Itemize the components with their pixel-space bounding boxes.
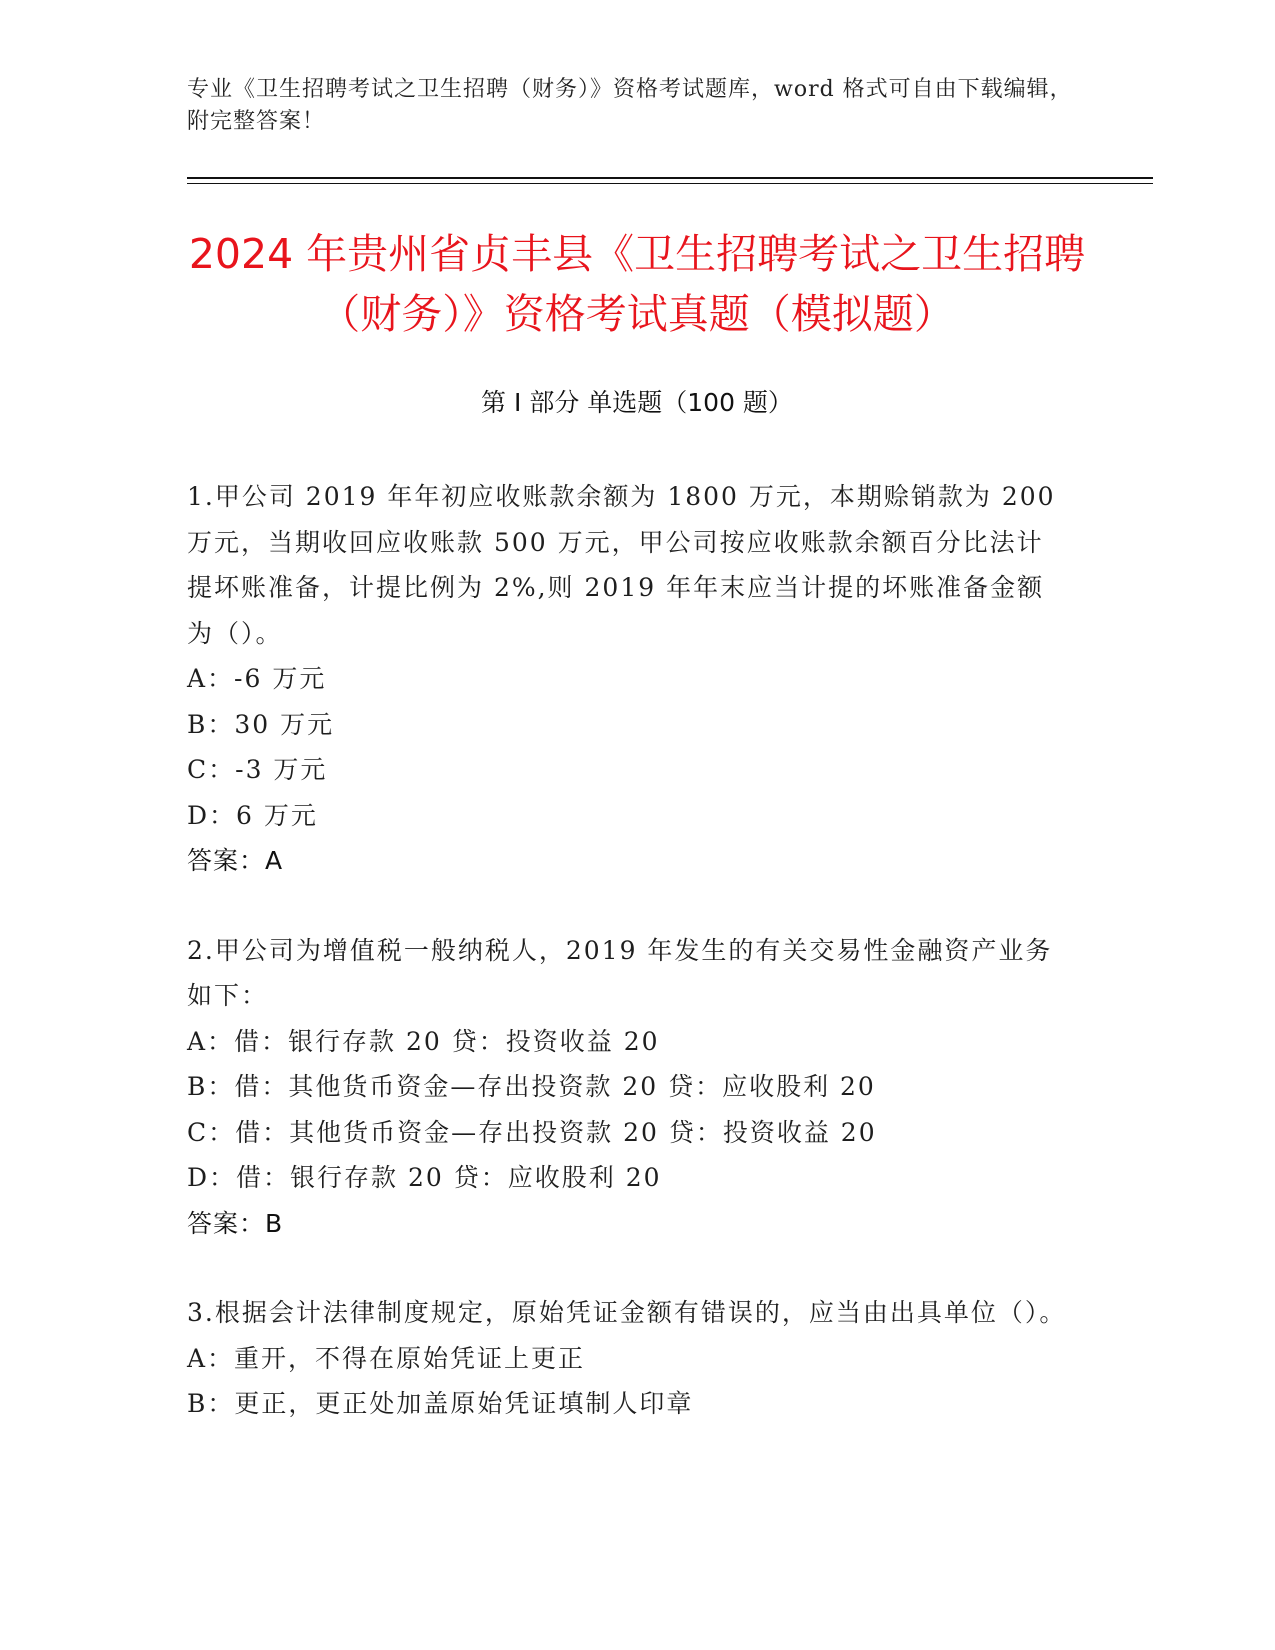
option-d: D：借：银行存款 20 贷：应收股利 20 bbox=[187, 1163, 662, 1192]
question-stem: 2.甲公司为增值税一般纳税人，2019 年发生的有关交易性金融资产业务如下： bbox=[187, 935, 1053, 1010]
header-note: 专业《卫生招聘考试之卫生招聘（财务）》资格考试题库，word 格式可自由下载编辑，附完整答案！ bbox=[187, 77, 1073, 134]
option-a: A：-6 万元 bbox=[187, 664, 327, 693]
question-3 bbox=[187, 1290, 1067, 1427]
option-c: C：借：其他货币资金—存出投资款 20 贷：投资收益 20 bbox=[187, 1117, 877, 1147]
header-divider-thick bbox=[187, 177, 1153, 179]
question-2 bbox=[187, 928, 1067, 1247]
question-stem: 1.甲公司 2019 年年初应收账款余额为 1800 万元，本期赊销款为 200 万元，当期收回应收账款 500 万元，甲公司按应收账款余额百分比法计提坏账准备，计提比例为 2%,则 2019 年年末应当计提的坏账准备金额为（）。 bbox=[187, 482, 1056, 648]
document-title: 2024 年贵州省贞丰县《卫生招聘考试之卫生招聘（财务）》资格考试真题（模拟题） bbox=[188, 230, 1086, 338]
option-c: C：-3 万元 bbox=[187, 755, 328, 784]
section-heading: 第 I 部分 单选题（100 题） bbox=[481, 388, 793, 417]
option-b: B：借：其他货币资金—存出投资款 20 贷：应收股利 20 bbox=[187, 1072, 876, 1101]
option-b: B：30 万元 bbox=[187, 709, 335, 739]
header-divider-thin bbox=[187, 183, 1153, 184]
option-a: A：借：银行存款 20 贷：投资收益 20 bbox=[187, 1026, 660, 1056]
option-d: D：6 万元 bbox=[187, 800, 318, 830]
answer: 答案：B bbox=[187, 1208, 284, 1238]
question-list bbox=[187, 474, 1067, 1471]
option-b: B：更正，更正处加盖原始凭证填制人印章 bbox=[187, 1389, 694, 1418]
answer: 答案：A bbox=[187, 846, 284, 875]
option-a: A：重开，不得在原始凭证上更正 bbox=[187, 1343, 586, 1373]
question-stem: 3.根据会计法律制度规定，原始凭证金额有错误的，应当由出具单位（）。 bbox=[187, 1298, 1067, 1327]
question-1 bbox=[187, 474, 1067, 884]
